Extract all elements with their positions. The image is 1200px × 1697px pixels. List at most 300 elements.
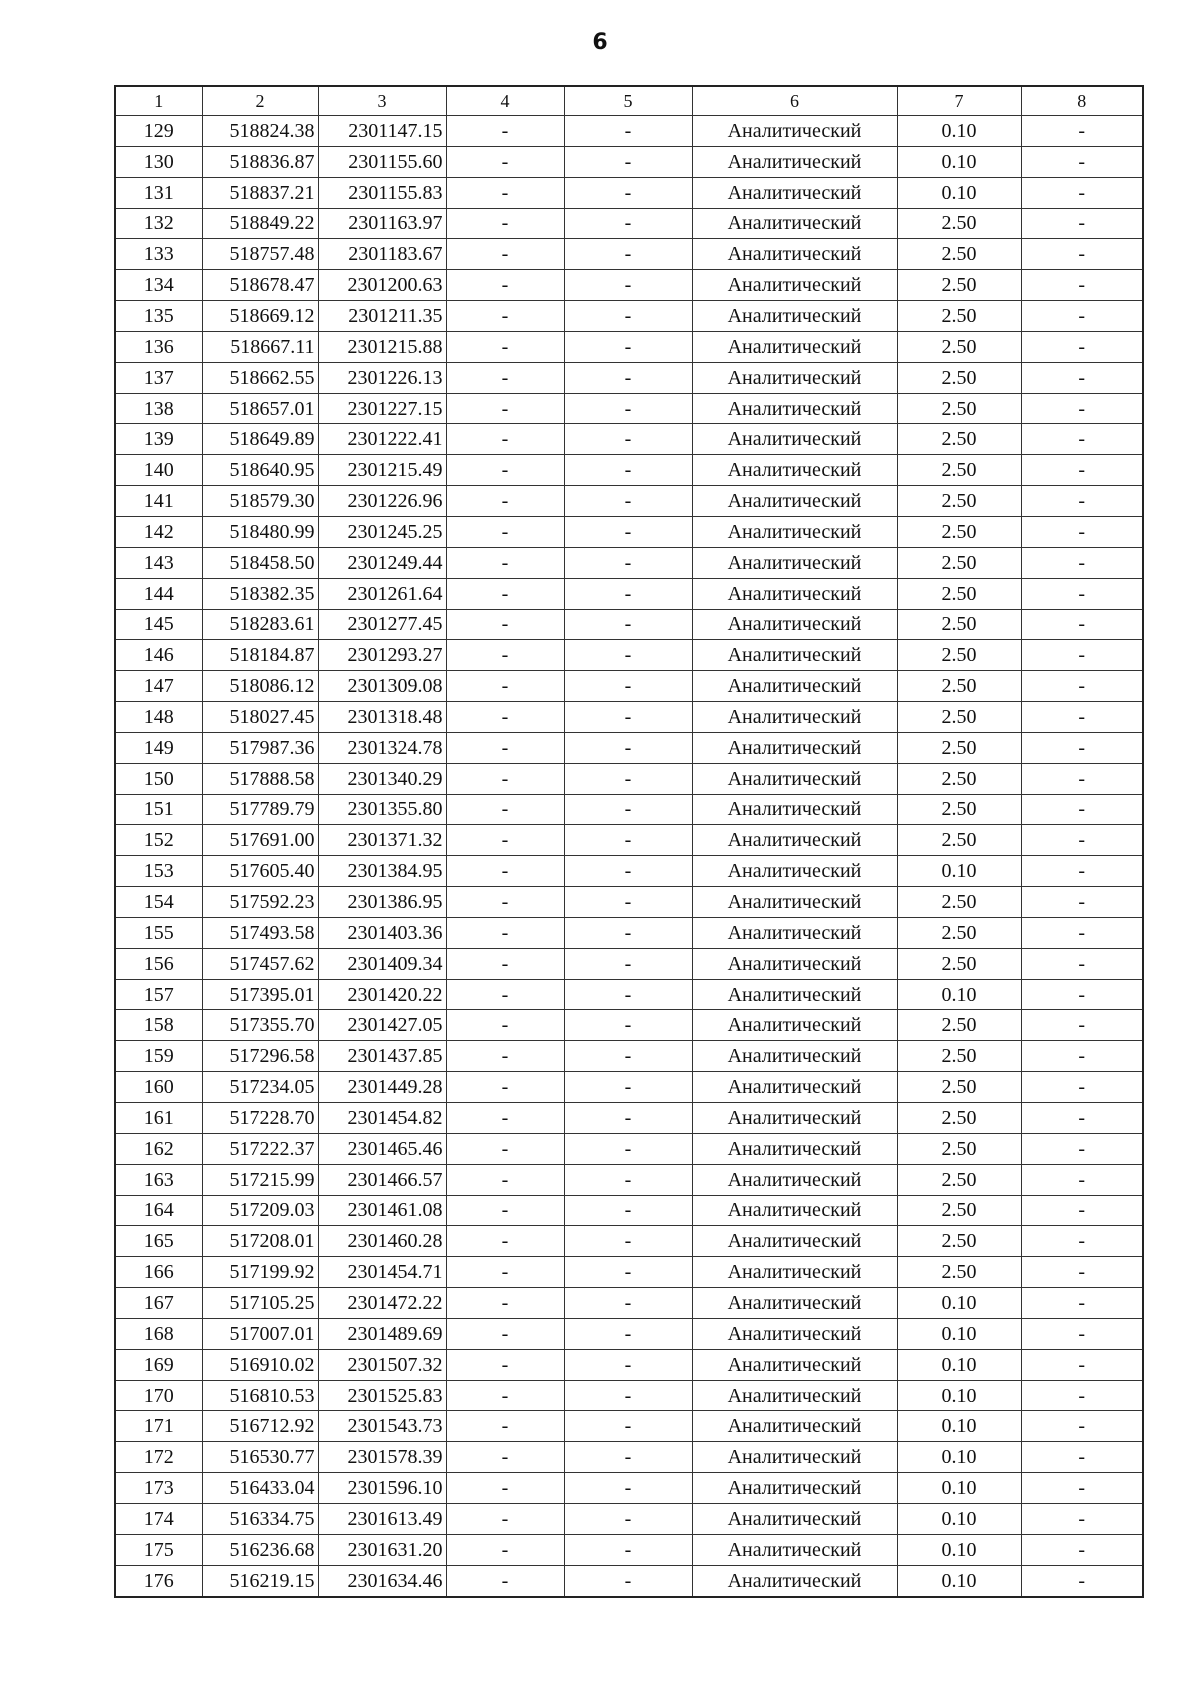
cell-col5: -: [564, 1349, 692, 1380]
cell-accuracy: 0.10: [897, 1349, 1021, 1380]
table-row: [115, 671, 1143, 702]
cell-method: Аналитический: [692, 331, 897, 362]
cell-y-coordinate: 2301155.60: [318, 146, 446, 177]
cell-col8: -: [1021, 1133, 1143, 1164]
cell-accuracy: 2.50: [897, 486, 1021, 517]
cell-y-coordinate: 2301427.05: [318, 1010, 446, 1041]
cell-method: Аналитический: [692, 1010, 897, 1041]
cell-accuracy: 2.50: [897, 208, 1021, 239]
cell-col8: -: [1021, 270, 1143, 301]
cell-accuracy: 2.50: [897, 794, 1021, 825]
cell-method: Аналитический: [692, 1288, 897, 1319]
cell-accuracy: 0.10: [897, 116, 1021, 147]
cell-point-number: 138: [115, 393, 202, 424]
column-header: 4: [446, 86, 564, 116]
cell-x-coordinate: 518184.87: [202, 640, 318, 671]
cell-col5: -: [564, 301, 692, 332]
cell-accuracy: 2.50: [897, 239, 1021, 270]
cell-col4: -: [446, 1257, 564, 1288]
cell-method: Аналитический: [692, 1411, 897, 1442]
cell-y-coordinate: 2301200.63: [318, 270, 446, 301]
cell-col4: -: [446, 609, 564, 640]
cell-point-number: 166: [115, 1257, 202, 1288]
table-row: [115, 1534, 1143, 1565]
cell-col5: -: [564, 362, 692, 393]
cell-method: Аналитический: [692, 1041, 897, 1072]
cell-y-coordinate: 2301437.85: [318, 1041, 446, 1072]
cell-col5: -: [564, 887, 692, 918]
cell-col8: -: [1021, 948, 1143, 979]
cell-x-coordinate: 518086.12: [202, 671, 318, 702]
cell-point-number: 174: [115, 1503, 202, 1534]
cell-method: Аналитический: [692, 146, 897, 177]
cell-x-coordinate: 517592.23: [202, 887, 318, 918]
cell-method: Аналитический: [692, 516, 897, 547]
cell-method: Аналитический: [692, 1380, 897, 1411]
cell-col8: -: [1021, 1041, 1143, 1072]
cell-method: Аналитический: [692, 1072, 897, 1103]
cell-col5: -: [564, 270, 692, 301]
coordinates-table: [114, 85, 1144, 1598]
cell-accuracy: 2.50: [897, 763, 1021, 794]
cell-y-coordinate: 2301355.80: [318, 794, 446, 825]
cell-col8: -: [1021, 917, 1143, 948]
cell-col4: -: [446, 301, 564, 332]
cell-x-coordinate: 516219.15: [202, 1565, 318, 1596]
cell-accuracy: 2.50: [897, 1257, 1021, 1288]
cell-col5: -: [564, 640, 692, 671]
cell-accuracy: 2.50: [897, 547, 1021, 578]
cell-col4: -: [446, 1473, 564, 1504]
cell-x-coordinate: 517199.92: [202, 1257, 318, 1288]
table-row: [115, 578, 1143, 609]
cell-col8: -: [1021, 702, 1143, 733]
cell-col4: -: [446, 794, 564, 825]
cell-point-number: 133: [115, 239, 202, 270]
cell-point-number: 145: [115, 609, 202, 640]
column-header: 7: [897, 86, 1021, 116]
cell-point-number: 140: [115, 455, 202, 486]
cell-x-coordinate: 518669.12: [202, 301, 318, 332]
cell-col5: -: [564, 424, 692, 455]
table-row: [115, 424, 1143, 455]
cell-accuracy: 2.50: [897, 455, 1021, 486]
table-row: [115, 1380, 1143, 1411]
cell-accuracy: 0.10: [897, 979, 1021, 1010]
cell-col5: -: [564, 1534, 692, 1565]
cell-col8: -: [1021, 455, 1143, 486]
table-row: [115, 547, 1143, 578]
cell-y-coordinate: 2301163.97: [318, 208, 446, 239]
cell-col4: -: [446, 1534, 564, 1565]
cell-x-coordinate: 518027.45: [202, 702, 318, 733]
table-row: [115, 1473, 1143, 1504]
cell-col8: -: [1021, 1318, 1143, 1349]
cell-method: Аналитический: [692, 362, 897, 393]
cell-point-number: 171: [115, 1411, 202, 1442]
cell-col5: -: [564, 1473, 692, 1504]
cell-method: Аналитический: [692, 887, 897, 918]
cell-accuracy: 0.10: [897, 1318, 1021, 1349]
cell-col5: -: [564, 116, 692, 147]
cell-col5: -: [564, 1195, 692, 1226]
cell-col5: -: [564, 763, 692, 794]
cell-y-coordinate: 2301631.20: [318, 1534, 446, 1565]
cell-method: Аналитический: [692, 856, 897, 887]
cell-col4: -: [446, 1195, 564, 1226]
cell-y-coordinate: 2301420.22: [318, 979, 446, 1010]
cell-col4: -: [446, 671, 564, 702]
cell-x-coordinate: 517355.70: [202, 1010, 318, 1041]
column-header: 8: [1021, 86, 1143, 116]
table-row: [115, 1041, 1143, 1072]
cell-accuracy: 0.10: [897, 1411, 1021, 1442]
cell-x-coordinate: 518836.87: [202, 146, 318, 177]
cell-x-coordinate: 517493.58: [202, 917, 318, 948]
cell-y-coordinate: 2301226.96: [318, 486, 446, 517]
cell-col8: -: [1021, 1195, 1143, 1226]
cell-point-number: 131: [115, 177, 202, 208]
cell-point-number: 169: [115, 1349, 202, 1380]
cell-col8: -: [1021, 1103, 1143, 1134]
table-row: [115, 1257, 1143, 1288]
cell-y-coordinate: 2301318.48: [318, 702, 446, 733]
table-row: [115, 1072, 1143, 1103]
cell-y-coordinate: 2301293.27: [318, 640, 446, 671]
cell-x-coordinate: 517215.99: [202, 1164, 318, 1195]
cell-method: Аналитический: [692, 979, 897, 1010]
table-row: [115, 763, 1143, 794]
cell-col5: -: [564, 239, 692, 270]
cell-col4: -: [446, 516, 564, 547]
cell-y-coordinate: 2301384.95: [318, 856, 446, 887]
cell-col5: -: [564, 1010, 692, 1041]
page-number: 6: [592, 30, 608, 55]
cell-col4: -: [446, 177, 564, 208]
cell-method: Аналитический: [692, 116, 897, 147]
table-row: [115, 516, 1143, 547]
cell-point-number: 163: [115, 1164, 202, 1195]
cell-col8: -: [1021, 177, 1143, 208]
column-header: 3: [318, 86, 446, 116]
cell-col8: -: [1021, 146, 1143, 177]
table-row: [115, 794, 1143, 825]
cell-x-coordinate: 517228.70: [202, 1103, 318, 1134]
cell-col5: -: [564, 979, 692, 1010]
cell-method: Аналитический: [692, 825, 897, 856]
cell-col4: -: [446, 1349, 564, 1380]
cell-col8: -: [1021, 1442, 1143, 1473]
cell-method: Аналитический: [692, 1473, 897, 1504]
table-row: [115, 1195, 1143, 1226]
cell-col5: -: [564, 856, 692, 887]
cell-method: Аналитический: [692, 393, 897, 424]
cell-col8: -: [1021, 763, 1143, 794]
cell-y-coordinate: 2301525.83: [318, 1380, 446, 1411]
cell-col8: -: [1021, 794, 1143, 825]
cell-accuracy: 2.50: [897, 1103, 1021, 1134]
cell-method: Аналитический: [692, 455, 897, 486]
cell-col4: -: [446, 146, 564, 177]
cell-col5: -: [564, 146, 692, 177]
cell-method: Аналитический: [692, 1164, 897, 1195]
cell-point-number: 152: [115, 825, 202, 856]
cell-col4: -: [446, 1133, 564, 1164]
cell-col5: -: [564, 1442, 692, 1473]
cell-col5: -: [564, 1072, 692, 1103]
cell-point-number: 151: [115, 794, 202, 825]
cell-col8: -: [1021, 1072, 1143, 1103]
cell-y-coordinate: 2301183.67: [318, 239, 446, 270]
cell-accuracy: 0.10: [897, 177, 1021, 208]
cell-col4: -: [446, 979, 564, 1010]
cell-method: Аналитический: [692, 702, 897, 733]
cell-col4: -: [446, 702, 564, 733]
cell-col8: -: [1021, 1565, 1143, 1596]
table-row: [115, 239, 1143, 270]
cell-col5: -: [564, 1503, 692, 1534]
cell-y-coordinate: 2301211.35: [318, 301, 446, 332]
table-row: [115, 455, 1143, 486]
cell-col5: -: [564, 609, 692, 640]
table-row: [115, 979, 1143, 1010]
cell-accuracy: 2.50: [897, 732, 1021, 763]
column-header: 2: [202, 86, 318, 116]
cell-point-number: 165: [115, 1226, 202, 1257]
table-row: [115, 331, 1143, 362]
cell-col5: -: [564, 1288, 692, 1319]
cell-y-coordinate: 2301222.41: [318, 424, 446, 455]
cell-y-coordinate: 2301155.83: [318, 177, 446, 208]
cell-col8: -: [1021, 331, 1143, 362]
cell-x-coordinate: 517234.05: [202, 1072, 318, 1103]
cell-x-coordinate: 518757.48: [202, 239, 318, 270]
cell-accuracy: 0.10: [897, 856, 1021, 887]
cell-col4: -: [446, 1565, 564, 1596]
cell-point-number: 148: [115, 702, 202, 733]
table-row: [115, 887, 1143, 918]
cell-col8: -: [1021, 516, 1143, 547]
cell-method: Аналитический: [692, 177, 897, 208]
table-header-row: [115, 86, 1143, 116]
cell-point-number: 168: [115, 1318, 202, 1349]
cell-col4: -: [446, 270, 564, 301]
column-header: 5: [564, 86, 692, 116]
cell-point-number: 164: [115, 1195, 202, 1226]
cell-col8: -: [1021, 393, 1143, 424]
cell-col4: -: [446, 116, 564, 147]
cell-y-coordinate: 2301465.46: [318, 1133, 446, 1164]
cell-y-coordinate: 2301261.64: [318, 578, 446, 609]
cell-col8: -: [1021, 1503, 1143, 1534]
cell-y-coordinate: 2301215.49: [318, 455, 446, 486]
cell-col8: -: [1021, 887, 1143, 918]
cell-col4: -: [446, 239, 564, 270]
table-row: [115, 146, 1143, 177]
cell-col5: -: [564, 1164, 692, 1195]
cell-accuracy: 2.50: [897, 1195, 1021, 1226]
cell-col4: -: [446, 1103, 564, 1134]
table-row: [115, 1565, 1143, 1596]
cell-accuracy: 0.10: [897, 1473, 1021, 1504]
cell-method: Аналитический: [692, 486, 897, 517]
cell-col8: -: [1021, 1010, 1143, 1041]
table-row: [115, 1349, 1143, 1380]
cell-col8: -: [1021, 1164, 1143, 1195]
cell-accuracy: 2.50: [897, 1226, 1021, 1257]
cell-x-coordinate: 518657.01: [202, 393, 318, 424]
table-row: [115, 1288, 1143, 1319]
cell-x-coordinate: 518678.47: [202, 270, 318, 301]
column-header: 6: [692, 86, 897, 116]
cell-col4: -: [446, 1503, 564, 1534]
cell-accuracy: 0.10: [897, 146, 1021, 177]
cell-y-coordinate: 2301454.82: [318, 1103, 446, 1134]
cell-col5: -: [564, 455, 692, 486]
cell-x-coordinate: 516334.75: [202, 1503, 318, 1534]
cell-col4: -: [446, 763, 564, 794]
table-row: [115, 1164, 1143, 1195]
table-row: [115, 208, 1143, 239]
cell-y-coordinate: 2301543.73: [318, 1411, 446, 1442]
cell-point-number: 134: [115, 270, 202, 301]
cell-x-coordinate: 517457.62: [202, 948, 318, 979]
cell-col8: -: [1021, 609, 1143, 640]
table-row: [115, 609, 1143, 640]
cell-x-coordinate: 517007.01: [202, 1318, 318, 1349]
cell-x-coordinate: 518824.38: [202, 116, 318, 147]
cell-col8: -: [1021, 239, 1143, 270]
table-row: [115, 702, 1143, 733]
cell-y-coordinate: 2301472.22: [318, 1288, 446, 1319]
cell-x-coordinate: 516910.02: [202, 1349, 318, 1380]
cell-col8: -: [1021, 825, 1143, 856]
cell-point-number: 156: [115, 948, 202, 979]
cell-x-coordinate: 517395.01: [202, 979, 318, 1010]
cell-point-number: 136: [115, 331, 202, 362]
cell-accuracy: 2.50: [897, 578, 1021, 609]
cell-col5: -: [564, 393, 692, 424]
cell-method: Аналитический: [692, 1318, 897, 1349]
cell-y-coordinate: 2301466.57: [318, 1164, 446, 1195]
cell-col5: -: [564, 1133, 692, 1164]
cell-point-number: 170: [115, 1380, 202, 1411]
cell-point-number: 161: [115, 1103, 202, 1134]
cell-y-coordinate: 2301340.29: [318, 763, 446, 794]
cell-col8: -: [1021, 1288, 1143, 1319]
cell-point-number: 157: [115, 979, 202, 1010]
table-row: [115, 1226, 1143, 1257]
table-row: [115, 1503, 1143, 1534]
cell-x-coordinate: 518662.55: [202, 362, 318, 393]
table-row: [115, 856, 1143, 887]
column-header: 1: [115, 86, 202, 116]
cell-point-number: 135: [115, 301, 202, 332]
cell-col5: -: [564, 1565, 692, 1596]
cell-col5: -: [564, 331, 692, 362]
cell-col8: -: [1021, 856, 1143, 887]
cell-col4: -: [446, 640, 564, 671]
cell-x-coordinate: 518837.21: [202, 177, 318, 208]
cell-accuracy: 0.10: [897, 1534, 1021, 1565]
cell-x-coordinate: 518458.50: [202, 547, 318, 578]
cell-accuracy: 2.50: [897, 917, 1021, 948]
cell-method: Аналитический: [692, 794, 897, 825]
cell-method: Аналитический: [692, 1103, 897, 1134]
cell-x-coordinate: 516810.53: [202, 1380, 318, 1411]
table-row: [115, 948, 1143, 979]
cell-col4: -: [446, 424, 564, 455]
cell-col8: -: [1021, 640, 1143, 671]
cell-col5: -: [564, 1103, 692, 1134]
cell-point-number: 130: [115, 146, 202, 177]
cell-col8: -: [1021, 732, 1143, 763]
cell-col4: -: [446, 1380, 564, 1411]
cell-method: Аналитический: [692, 1195, 897, 1226]
cell-col8: -: [1021, 1349, 1143, 1380]
cell-col4: -: [446, 208, 564, 239]
cell-x-coordinate: 517296.58: [202, 1041, 318, 1072]
cell-col8: -: [1021, 979, 1143, 1010]
cell-point-number: 153: [115, 856, 202, 887]
cell-col4: -: [446, 547, 564, 578]
cell-col8: -: [1021, 1380, 1143, 1411]
cell-point-number: 139: [115, 424, 202, 455]
table-row: [115, 1103, 1143, 1134]
cell-point-number: 176: [115, 1565, 202, 1596]
cell-col5: -: [564, 1257, 692, 1288]
cell-y-coordinate: 2301596.10: [318, 1473, 446, 1504]
cell-col4: -: [446, 825, 564, 856]
cell-y-coordinate: 2301461.08: [318, 1195, 446, 1226]
cell-col4: -: [446, 1010, 564, 1041]
cell-col4: -: [446, 1442, 564, 1473]
table-row: [115, 362, 1143, 393]
cell-x-coordinate: 517789.79: [202, 794, 318, 825]
table-row: [115, 177, 1143, 208]
cell-col8: -: [1021, 547, 1143, 578]
cell-x-coordinate: 517605.40: [202, 856, 318, 887]
cell-accuracy: 2.50: [897, 331, 1021, 362]
cell-col4: -: [446, 455, 564, 486]
cell-col8: -: [1021, 301, 1143, 332]
cell-accuracy: 0.10: [897, 1380, 1021, 1411]
cell-col5: -: [564, 794, 692, 825]
cell-point-number: 167: [115, 1288, 202, 1319]
cell-x-coordinate: 518640.95: [202, 455, 318, 486]
cell-y-coordinate: 2301489.69: [318, 1318, 446, 1349]
table-row: [115, 640, 1143, 671]
cell-point-number: 160: [115, 1072, 202, 1103]
cell-col4: -: [446, 1041, 564, 1072]
cell-y-coordinate: 2301460.28: [318, 1226, 446, 1257]
cell-accuracy: 2.50: [897, 1164, 1021, 1195]
cell-method: Аналитический: [692, 948, 897, 979]
cell-y-coordinate: 2301226.13: [318, 362, 446, 393]
cell-accuracy: 0.10: [897, 1503, 1021, 1534]
cell-col5: -: [564, 208, 692, 239]
cell-point-number: 141: [115, 486, 202, 517]
cell-y-coordinate: 2301245.25: [318, 516, 446, 547]
cell-col4: -: [446, 1288, 564, 1319]
cell-x-coordinate: 517222.37: [202, 1133, 318, 1164]
cell-col4: -: [446, 1226, 564, 1257]
cell-x-coordinate: 517209.03: [202, 1195, 318, 1226]
cell-col5: -: [564, 1318, 692, 1349]
cell-accuracy: 2.50: [897, 424, 1021, 455]
cell-method: Аналитический: [692, 578, 897, 609]
cell-y-coordinate: 2301227.15: [318, 393, 446, 424]
